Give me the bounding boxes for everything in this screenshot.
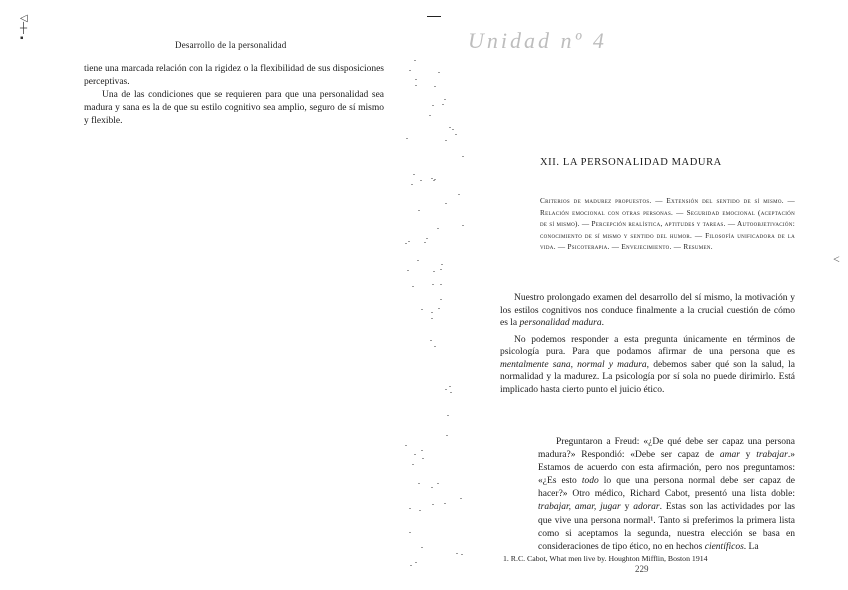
scan-speck (421, 547, 423, 548)
scan-speck (422, 458, 424, 459)
scan-speck (409, 508, 411, 509)
scan-speck (418, 483, 420, 484)
scan-speck (449, 127, 451, 128)
scan-speck (420, 180, 422, 181)
chapter-title: XII. LA PERSONALIDAD MADURA (540, 157, 722, 168)
body-paragraph-2: No podemos responder a esta pregunta únicamente en términos de psicología pura. Para que podamos afirmar de una persona que es mentalmente sana, normal y madura, debemos saber qué son la salud, la normalidad y la madurez. La psicología por sí sola no puede dirimirlo. Está implicado hasta cierto punto el juicio ético. (500, 334, 795, 395)
scan-speck (421, 450, 423, 451)
scan-speck (415, 85, 417, 86)
scan-speck (432, 284, 434, 285)
scan-speck (456, 553, 458, 554)
scan-speck (431, 178, 433, 179)
scan-speck (445, 140, 447, 141)
scan-speck (431, 487, 433, 488)
scan-speck (461, 554, 463, 555)
scan-speck (460, 498, 462, 499)
scan-speck (440, 269, 442, 270)
scan-speck (444, 503, 446, 504)
left-paragraph-2: Una de las condiciones que se requieren para que una personalidad sea madura y sana es la de que su estilo cognitivo sea amplio, seguro de sí mismo y flexible. (84, 90, 384, 126)
scan-speck (462, 156, 464, 157)
scan-speck (418, 210, 420, 211)
page-number: 229 (635, 564, 649, 574)
left-page-text (84, 63, 384, 128)
scan-speck (445, 203, 447, 204)
scan-speck (409, 70, 411, 71)
scan-speck (450, 392, 452, 393)
scan-speck (405, 243, 407, 244)
scan-speck (407, 270, 409, 271)
scan-speck (405, 445, 407, 446)
scan-speck (412, 286, 414, 287)
left-paragraph-1: tiene una marcada relación con la rigidez o la flexibilidad de sus disposiciones perceptivas. (84, 64, 384, 87)
footnote: 1. R.C. Cabot, What men live by. Houghton Mifflin, Boston 1914 (503, 554, 708, 563)
right-body-text (500, 292, 795, 400)
scan-speck (438, 308, 440, 309)
scan-speck (410, 565, 412, 566)
scan-speck (413, 174, 415, 175)
edge-mark: < (833, 252, 840, 266)
chapter-summary: Criterios de madurez propuestos. — Extensión del sentido de sí mismo. — Relación emocional con otras personas. — Seguridad emocional (aceptación de sí mismo). — Percepción realística, aptitudes y tareas. — Autoobjetivación: conocimiento de sí mismo y sentido del humor. — Filosofía unificadora de la vida. — Psicoterapia. — Envejecimiento. — Resumen. (540, 197, 795, 251)
top-dash (427, 16, 441, 17)
scan-speck (415, 562, 417, 563)
scan-speck (411, 184, 413, 185)
scan-speck (408, 241, 410, 242)
scan-speck (462, 225, 464, 226)
scan-speck (455, 134, 457, 135)
running-head: Desarrollo de la personalidad (175, 40, 287, 50)
scan-speck (412, 464, 414, 465)
scan-speck (432, 105, 434, 106)
scan-speck (426, 238, 428, 239)
handwritten-note: Unidad nº 4 (468, 28, 607, 53)
scan-speck (437, 483, 439, 484)
scan-speck (409, 532, 411, 533)
scan-speck (441, 264, 443, 265)
scan-speck (415, 79, 417, 80)
freud-quote-paragraph: Preguntaron a Freud: «¿De qué debe ser capaz una persona madura?» Respondió: «Debe ser capaz de amar y trabajar.» Estamos de acuerdo con esta afirmación, pero nos preguntamos: «¿Es esto todo lo que una persona normal debe ser capaz de hacer?» Otro médico, Richard Cabot, presentó una lista doble: trabajar, amar, jugar y adorar. Estas son las actividades por las que vive una persona normal¹. Tanto si preferimos la primera lista como si aceptamos la segunda, nuestra elección se basa en consideraciones de tipo ético, no en hechos científicos. La (538, 437, 795, 552)
scan-speck (434, 86, 436, 87)
binding-margin-marks: ◁ ┼ ▪ (20, 13, 28, 44)
scan-speck (431, 312, 433, 313)
scan-speck (433, 180, 435, 181)
scan-speck (440, 284, 442, 285)
scan-speck (429, 115, 431, 116)
scan-speck (437, 228, 439, 229)
scan-speck (445, 389, 447, 390)
scan-speck (438, 72, 440, 73)
scan-speck (414, 60, 416, 61)
scan-speck (430, 340, 432, 341)
scan-speck (434, 346, 436, 347)
scan-speck (424, 242, 426, 243)
scan-speck (421, 309, 423, 310)
scan-speck (432, 504, 434, 505)
body-paragraph-1: Nuestro prolongado examen del desarrollo del sí mismo, la motivación y los estilos cognitivos nos conduce finalmente a la crucial cuestión de cómo es la personalidad madura. (500, 293, 795, 328)
scan-speck (449, 386, 451, 387)
scan-speck (452, 129, 454, 130)
scan-speck (442, 104, 444, 105)
scan-speck (458, 194, 460, 195)
scan-speck (414, 454, 416, 455)
scan-speck (417, 260, 419, 261)
scan-speck (444, 99, 446, 100)
scan-speck (446, 435, 448, 436)
scan-speck (419, 510, 421, 511)
scan-speck (447, 415, 449, 416)
scan-speck (406, 138, 408, 139)
scan-speck (433, 271, 435, 272)
scan-speck (440, 299, 442, 300)
scan-speck (431, 318, 433, 319)
